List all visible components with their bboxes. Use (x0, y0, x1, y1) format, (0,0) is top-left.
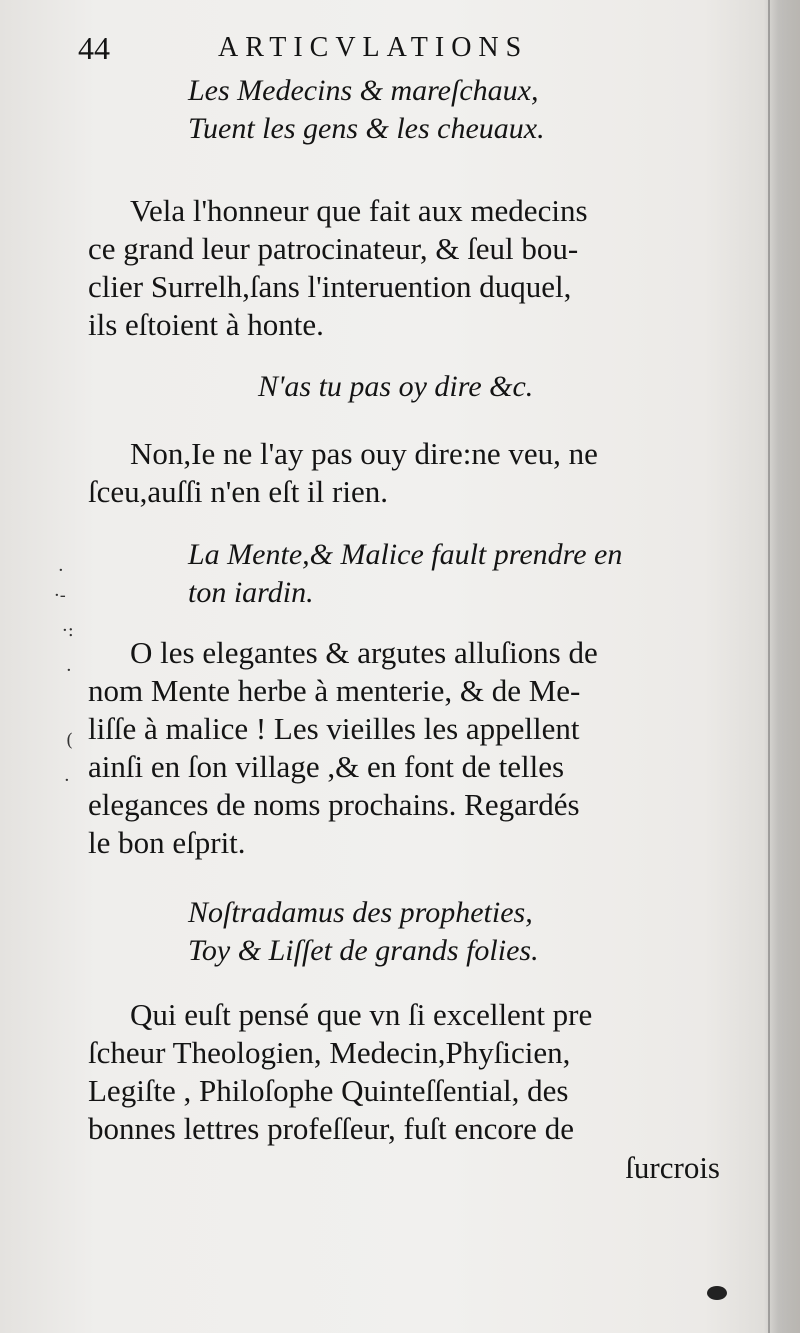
text-line: ſceu,auſſi n'en eſt il rien. (88, 474, 388, 509)
verse-3 (188, 536, 622, 612)
margin-mark: · (58, 560, 64, 581)
verse-line: Toy & Liſſet de grands folies. (188, 934, 539, 967)
page-number: 44 (78, 30, 110, 66)
verse-line: Tuent les gens & les cheuaux. (188, 112, 545, 145)
verse-line: Les Medecins & mareſchaux, (188, 74, 539, 107)
text-line: Legiſte , Philoſophe Quinteſſential, des (88, 1073, 569, 1108)
text-line: Non,Ie ne l'ay pas ouy dire:ne veu, ne (130, 436, 598, 471)
paragraph-4 (88, 996, 728, 1148)
catchword: ſurcrois (625, 1150, 720, 1185)
text-line: ils eſtoient à honte. (88, 307, 324, 342)
text-line: elegances de noms prochains. Regardés (88, 787, 580, 822)
text-line: liſſe à malice ! Les vieilles les appellent (88, 711, 580, 746)
margin-mark: ·: (62, 620, 74, 641)
text-line: bonnes lettres profeſſeur, fuſt encore de (88, 1111, 574, 1146)
verse-line: Noſtradamus des propheties, (188, 896, 533, 929)
margin-mark: ·- (54, 585, 66, 606)
text-line: nom Mente herbe à menterie, & de Me- (88, 673, 581, 708)
text-line: Vela l'honneur que fait aux medecins (130, 193, 588, 228)
paragraph-3 (88, 634, 728, 862)
text-line: Qui euſt pensé que vn ſi excellent pre (130, 997, 593, 1032)
page-edge-line (768, 0, 770, 1333)
verse-line: La Mente,& Malice fault prendre en (188, 538, 623, 571)
margin-mark: · (64, 770, 70, 791)
verse-line: ton iardin. (188, 576, 314, 609)
text-line: ce grand leur patrocinateur, & ſeul bou- (88, 231, 579, 266)
verse-4 (188, 894, 539, 970)
margin-mark: ( (66, 730, 74, 751)
ink-blot (707, 1286, 727, 1300)
running-title: ARTICVLATIONS (218, 32, 529, 63)
page-header (78, 26, 638, 66)
verse-line: N'as tu pas oy dire &c. (258, 370, 534, 403)
paragraph-2 (88, 435, 728, 511)
paragraph-1 (88, 192, 728, 344)
verse-2 (258, 368, 533, 406)
text-line: le bon eſprit. (88, 825, 246, 860)
text-line: ſcheur Theologien, Medecin,Phyſicien, (88, 1035, 571, 1070)
verse-1 (188, 72, 545, 148)
text-line: O les elegantes & argutes alluſions de (130, 635, 598, 670)
margin-mark: · (66, 660, 72, 681)
text-line: ainſi en ſon village ,& en font de telles (88, 749, 565, 784)
text-line: clier Surrelh,ſans l'interuention duquel, (88, 269, 572, 304)
